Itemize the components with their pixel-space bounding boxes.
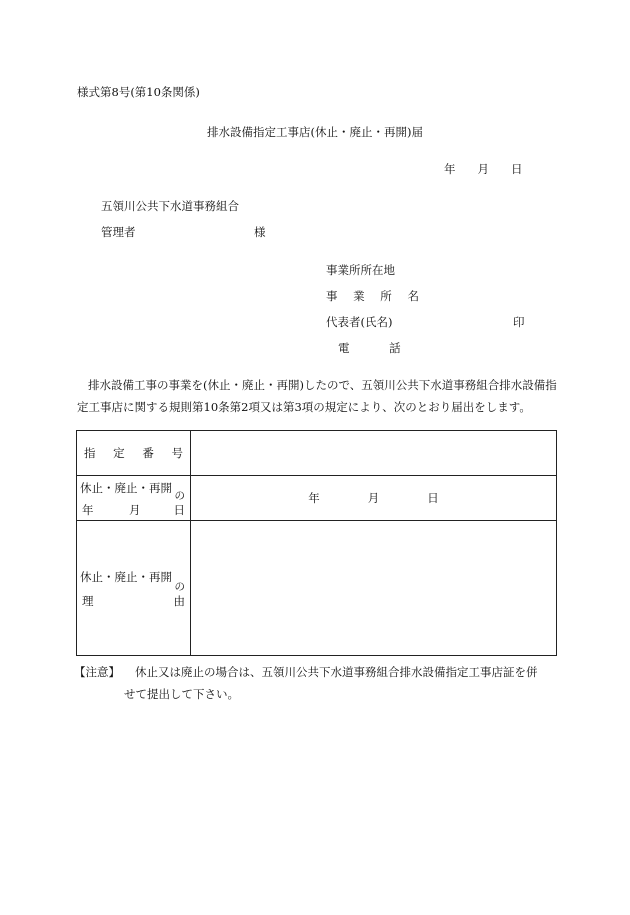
value-day: 日: [427, 491, 439, 505]
label-char: 指: [84, 446, 96, 460]
note-label: 【注意】: [74, 665, 120, 679]
label-char: 定: [113, 446, 125, 460]
honorific: 様: [254, 225, 266, 239]
notification-table: [76, 430, 557, 656]
designation-number-field[interactable]: [191, 431, 557, 476]
change-date-field[interactable]: [191, 476, 557, 521]
label-no: の: [174, 581, 185, 593]
date-day: 日: [511, 162, 523, 176]
label-year: 年: [82, 503, 94, 517]
submission-date: [444, 161, 523, 177]
table-row: [77, 521, 557, 656]
seal-mark: 印: [513, 315, 525, 329]
manager-label: 管理者: [101, 225, 136, 239]
recipient-org: 五領川公共下水道事務組合: [101, 199, 239, 213]
document-title: 排水設備指定工事店(休止・廃止・再開)届: [207, 125, 423, 139]
body-paragraph: 排水設備工事の事業を(休止・廃止・再開)したので、五領川公共下水道事務組合排水設備指定工事店に関する規則第10条第2項又は第3項の規定により、次のとおり届出をします。: [77, 378, 557, 414]
reason-field[interactable]: [191, 521, 557, 656]
value-year: 年: [308, 491, 320, 505]
table-row: [77, 431, 557, 476]
reason-label: [77, 521, 191, 656]
label-top: 休止・廃止・再開: [80, 481, 172, 495]
representative-label: 代表者(氏名): [326, 315, 393, 329]
note-line-2: せて提出して下さい。: [124, 687, 239, 701]
label-char: 号: [171, 446, 183, 460]
label-reason-2: 由: [173, 594, 185, 608]
table-row: [77, 476, 557, 521]
change-date-label: [77, 476, 191, 521]
note-line-1: 休止又は廃止の場合は、五領川公共下水道事務組合排水設備指定工事店証を併: [135, 665, 538, 679]
representative-row: [326, 314, 525, 330]
label-char: 番: [142, 446, 154, 460]
value-month: 月: [367, 491, 380, 505]
label-top: 休止・廃止・再開: [80, 570, 172, 584]
label-day: 日: [173, 503, 185, 517]
date-year: 年: [444, 162, 456, 176]
label-reason-1: 理: [82, 594, 94, 608]
designation-number-label: [77, 431, 191, 476]
date-month: 月: [477, 162, 489, 176]
label-month: 月: [129, 503, 141, 517]
recipient-manager: [101, 224, 266, 240]
business-name-label: 事 業 所 名: [326, 289, 425, 303]
phone-label: 電 話: [338, 341, 419, 355]
form-number: 様式第8号(第10条関係): [77, 85, 200, 99]
label-no: の: [174, 490, 185, 502]
address-label: 事業所所在地: [326, 263, 395, 277]
